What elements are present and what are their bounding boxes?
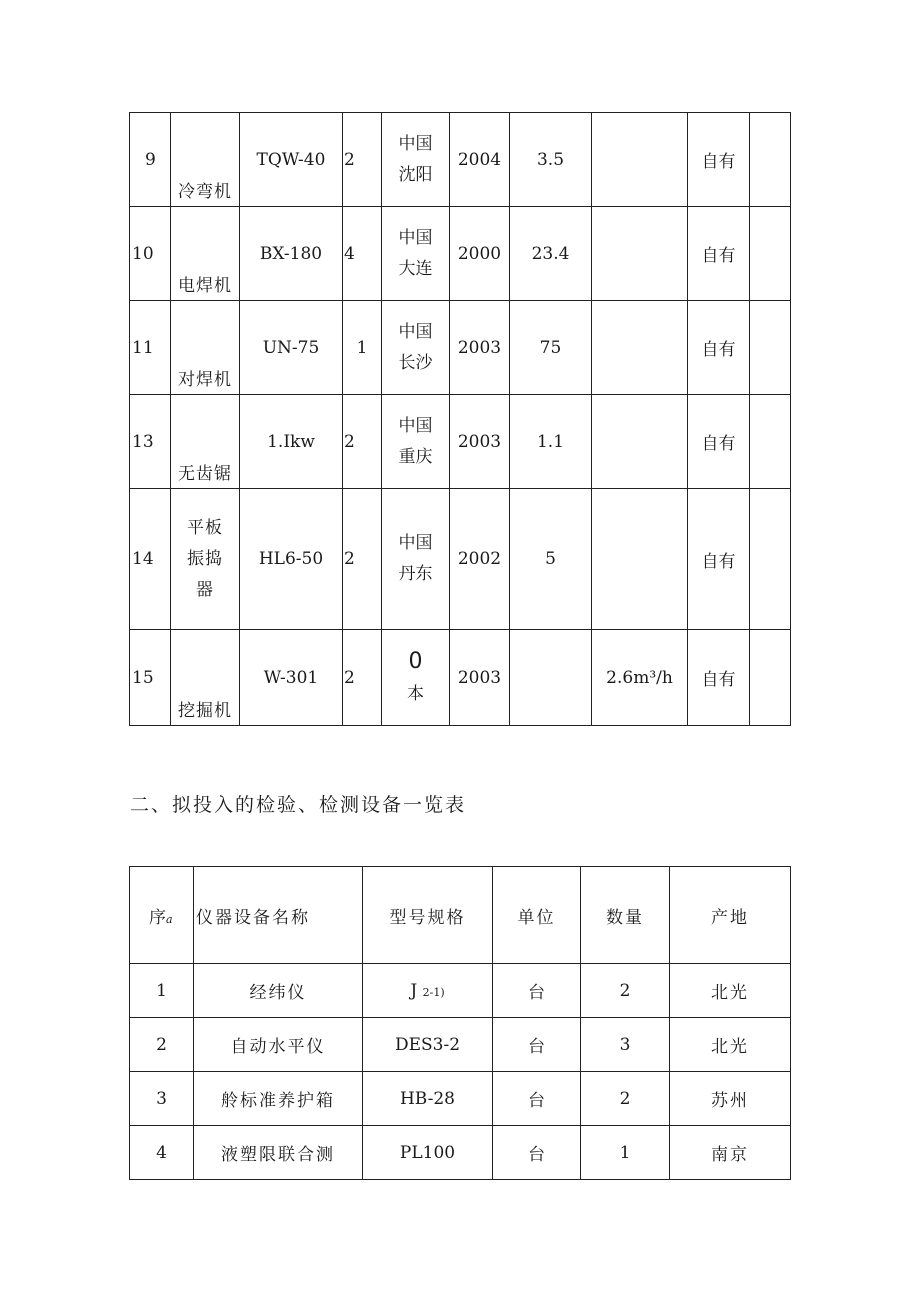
equipment-remark: [750, 207, 791, 301]
equipment-qty: 2: [343, 113, 382, 207]
row-number: 15: [130, 630, 171, 726]
header-model: 型号规格: [363, 867, 493, 964]
equipment-year: 2003: [450, 395, 510, 489]
table-row: [130, 1018, 791, 1072]
equipment-origin: 中国 重庆: [382, 395, 450, 489]
instrument-name: 经纬仪: [194, 964, 363, 1018]
equipment-name: 对焊机: [171, 301, 240, 395]
equipment-power: 1.1: [510, 395, 592, 489]
equipment-model: UN-75: [240, 301, 343, 395]
equipment-capacity: [592, 113, 688, 207]
instrument-qty: 2: [581, 964, 670, 1018]
equipment-qty: 1: [343, 301, 382, 395]
row-number: 4: [130, 1126, 194, 1180]
table-row: [130, 630, 791, 726]
equipment-capacity: [592, 207, 688, 301]
equipment-qty: 2: [343, 489, 382, 630]
equipment-capacity: [592, 489, 688, 630]
equipment-qty: 4: [343, 207, 382, 301]
equipment-model: TQW-40: [240, 113, 343, 207]
equipment-table: [129, 112, 791, 726]
equipment-year: 2003: [450, 630, 510, 726]
equipment-model: HL6-50: [240, 489, 343, 630]
equipment-origin: 中国 丹东: [382, 489, 450, 630]
equipment-qty: 2: [343, 630, 382, 726]
table-row: [130, 395, 791, 489]
equipment-model: BX-180: [240, 207, 343, 301]
equipment-ownership: 自有: [688, 301, 750, 395]
equipment-name: 冷弯机: [171, 113, 240, 207]
instrument-qty: 2: [581, 1072, 670, 1126]
instrument-model: HB-28: [363, 1072, 493, 1126]
equipment-model: W-301: [240, 630, 343, 726]
instrument-name: 自动水平仪: [194, 1018, 363, 1072]
table-row: [130, 964, 791, 1018]
equipment-capacity: [592, 395, 688, 489]
equipment-year: 2000: [450, 207, 510, 301]
row-number: 2: [130, 1018, 194, 1072]
equipment-ownership: 自有: [688, 489, 750, 630]
equipment-power: [510, 630, 592, 726]
header-origin: 产地: [670, 867, 791, 964]
table-row: [130, 1072, 791, 1126]
equipment-qty: 2: [343, 395, 382, 489]
equipment-ownership: 自有: [688, 207, 750, 301]
equipment-name: 电焊机: [171, 207, 240, 301]
instrument-origin: 南京: [670, 1126, 791, 1180]
header-no: 序a: [130, 867, 194, 964]
instrument-origin: 北光: [670, 1018, 791, 1072]
instrument-model: PL100: [363, 1126, 493, 1180]
inspection-equipment-table: [129, 866, 791, 1180]
equipment-origin: 中国 大连: [382, 207, 450, 301]
equipment-power: 23.4: [510, 207, 592, 301]
equipment-origin: 中国 长沙: [382, 301, 450, 395]
instrument-model: DES3-2: [363, 1018, 493, 1072]
instrument-unit: 台: [493, 1126, 581, 1180]
equipment-remark: [750, 301, 791, 395]
table-row: [130, 207, 791, 301]
instrument-name: 舲标准养护箱: [194, 1072, 363, 1126]
row-number: 3: [130, 1072, 194, 1126]
equipment-name: 无齿锯: [171, 395, 240, 489]
equipment-capacity: [592, 301, 688, 395]
equipment-remark: [750, 395, 791, 489]
row-number: 11: [130, 301, 171, 395]
instrument-origin: 北光: [670, 964, 791, 1018]
section-heading: 二、拟投入的检验、检测设备一览表: [130, 794, 467, 816]
instrument-qty: 1: [581, 1126, 670, 1180]
equipment-remark: [750, 113, 791, 207]
table-row: [130, 301, 791, 395]
equipment-remark: [750, 489, 791, 630]
instrument-origin: 苏州: [670, 1072, 791, 1126]
equipment-name: 挖掘机: [171, 630, 240, 726]
equipment-origin: 0 本: [382, 630, 450, 726]
instrument-unit: 台: [493, 1072, 581, 1126]
header-name: 仪器设备名称: [194, 867, 363, 964]
row-number: 13: [130, 395, 171, 489]
equipment-year: 2004: [450, 113, 510, 207]
row-number: 10: [130, 207, 171, 301]
equipment-ownership: 自有: [688, 113, 750, 207]
row-number: 1: [130, 964, 194, 1018]
equipment-power: 75: [510, 301, 592, 395]
equipment-power: 5: [510, 489, 592, 630]
equipment-ownership: 自有: [688, 630, 750, 726]
instrument-model: J 2-1): [363, 964, 493, 1018]
header-qty: 数量: [581, 867, 670, 964]
table-row: [130, 113, 791, 207]
instrument-unit: 台: [493, 1018, 581, 1072]
table-row: [130, 489, 791, 630]
instrument-name: 液塑限联合测: [194, 1126, 363, 1180]
row-number: 9: [130, 113, 171, 207]
instrument-unit: 台: [493, 964, 581, 1018]
row-number: 14: [130, 489, 171, 630]
table-header-row: [130, 867, 791, 964]
equipment-year: 2003: [450, 301, 510, 395]
equipment-year: 2002: [450, 489, 510, 630]
equipment-name: 平板 振捣 器: [171, 489, 240, 630]
equipment-origin: 中国 沈阳: [382, 113, 450, 207]
equipment-ownership: 自有: [688, 395, 750, 489]
equipment-model: 1.Ikw: [240, 395, 343, 489]
header-unit: 单位: [493, 867, 581, 964]
instrument-qty: 3: [581, 1018, 670, 1072]
table-row: [130, 1126, 791, 1180]
equipment-capacity: 2.6m³/h: [592, 630, 688, 726]
equipment-power: 3.5: [510, 113, 592, 207]
equipment-remark: [750, 630, 791, 726]
